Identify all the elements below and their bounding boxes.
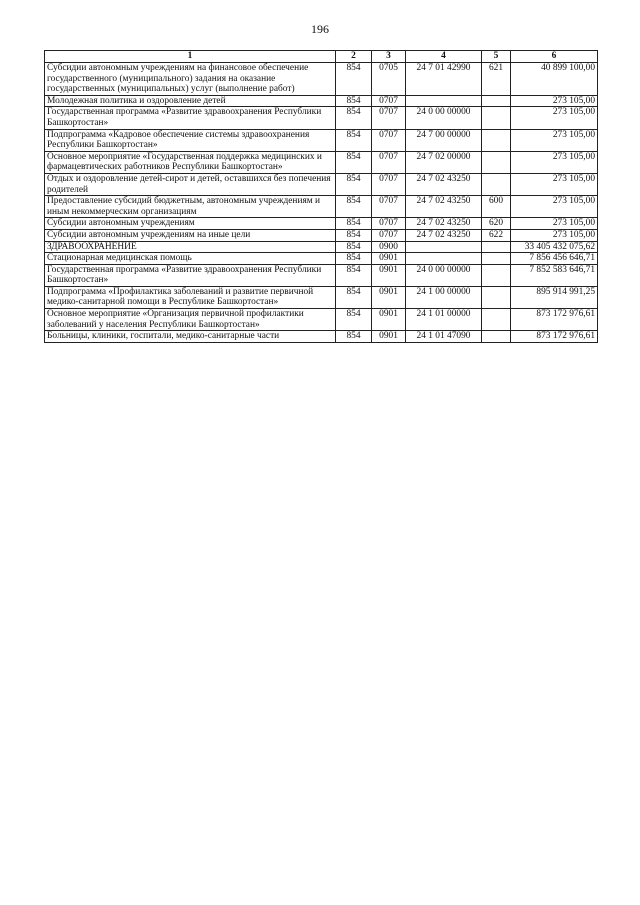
row-target-code: 24 7 02 43250	[406, 173, 482, 195]
row-expense-type: 620	[482, 218, 511, 230]
table-header	[45, 51, 598, 63]
row-ministry-code: 854	[336, 151, 372, 173]
row-ministry-code: 854	[336, 331, 372, 343]
row-ministry-code: 854	[336, 173, 372, 195]
row-target-code	[406, 95, 482, 107]
row-amount: 273 105,00	[511, 229, 598, 241]
table-row	[45, 229, 598, 241]
row-section-code: 0901	[372, 331, 406, 343]
row-section-code: 0707	[372, 151, 406, 173]
row-amount: 273 105,00	[511, 196, 598, 218]
row-name: Стационарная медицинская помощь	[45, 253, 336, 265]
row-amount: 7 852 583 646,71	[511, 264, 598, 286]
row-name: Основное мероприятие «Организация первичной профилактики заболеваний у населения Республики Башкортостан»	[45, 309, 336, 331]
header-col-4: 4	[406, 51, 482, 63]
table-row	[45, 218, 598, 230]
row-name: Подпрограмма «Кадровое обеспечение системы здравоохранения Республики Башкортостан»	[45, 129, 336, 151]
row-amount: 7 856 456 646,71	[511, 253, 598, 265]
row-target-code: 24 7 02 43250	[406, 229, 482, 241]
header-col-3: 3	[372, 51, 406, 63]
row-ministry-code: 854	[336, 264, 372, 286]
table-row	[45, 107, 598, 129]
row-name: ЗДРАВООХРАНЕНИЕ	[45, 241, 336, 253]
row-expense-type	[482, 331, 511, 343]
row-target-code: 24 7 02 43250	[406, 218, 482, 230]
row-name: Предоставление субсидий бюджетным, автономным учреждениям и иным некоммерческим организациям	[45, 196, 336, 218]
row-section-code: 0707	[372, 173, 406, 195]
row-name: Больницы, клиники, госпитали, медико-санитарные части	[45, 331, 336, 343]
row-ministry-code: 854	[336, 129, 372, 151]
row-target-code: 24 7 01 42990	[406, 63, 482, 96]
row-section-code: 0707	[372, 129, 406, 151]
row-target-code: 24 0 00 00000	[406, 107, 482, 129]
page-number: 196	[311, 22, 329, 36]
row-amount: 33 405 432 075,62	[511, 241, 598, 253]
row-amount: 273 105,00	[511, 173, 598, 195]
table-row	[45, 286, 598, 308]
row-expense-type	[482, 151, 511, 173]
row-section-code: 0901	[372, 309, 406, 331]
row-amount: 895 914 991,25	[511, 286, 598, 308]
row-ministry-code: 854	[336, 253, 372, 265]
row-amount: 273 105,00	[511, 107, 598, 129]
row-name: Государственная программа «Развитие здравоохранения Республики Башкортостан»	[45, 107, 336, 129]
row-ministry-code: 854	[336, 63, 372, 96]
row-section-code: 0707	[372, 218, 406, 230]
row-name: Подпрограмма «Профилактика заболеваний и развитие первичной медико-санитарной помощи в Республике Башкортостан»	[45, 286, 336, 308]
table-row	[45, 264, 598, 286]
row-expense-type	[482, 264, 511, 286]
row-section-code: 0705	[372, 63, 406, 96]
row-section-code: 0707	[372, 107, 406, 129]
row-target-code: 24 7 02 00000	[406, 151, 482, 173]
row-expense-type	[482, 286, 511, 308]
row-name: Отдых и оздоровление детей-сирот и детей, оставшихся без попечения родителей	[45, 173, 336, 195]
table-row	[45, 129, 598, 151]
row-name: Субсидии автономным учреждениям на финансовое обеспечение государственного (муниципального) задания на оказание государственных (муниципальных) услуг (выполнение работ)	[45, 63, 336, 96]
row-ministry-code: 854	[336, 107, 372, 129]
row-expense-type	[482, 95, 511, 107]
row-target-code	[406, 241, 482, 253]
table-row	[45, 95, 598, 107]
row-target-code: 24 0 00 00000	[406, 264, 482, 286]
row-expense-type: 622	[482, 229, 511, 241]
table-body	[45, 63, 598, 343]
row-amount: 40 899 100,00	[511, 63, 598, 96]
row-expense-type	[482, 107, 511, 129]
row-section-code: 0900	[372, 241, 406, 253]
row-name: Субсидии автономным учреждениям на иные цели	[45, 229, 336, 241]
row-section-code: 0901	[372, 286, 406, 308]
row-section-code: 0707	[372, 229, 406, 241]
row-ministry-code: 854	[336, 229, 372, 241]
header-row	[45, 51, 598, 63]
row-section-code: 0707	[372, 95, 406, 107]
row-amount: 273 105,00	[511, 151, 598, 173]
row-amount: 273 105,00	[511, 129, 598, 151]
header-col-2: 2	[336, 51, 372, 63]
row-target-code: 24 1 00 00000	[406, 286, 482, 308]
row-expense-type: 600	[482, 196, 511, 218]
row-ministry-code: 854	[336, 309, 372, 331]
row-expense-type	[482, 309, 511, 331]
row-name: Субсидии автономным учреждениям	[45, 218, 336, 230]
table-row	[45, 241, 598, 253]
table-row	[45, 253, 598, 265]
row-expense-type: 621	[482, 63, 511, 96]
row-target-code	[406, 253, 482, 265]
row-expense-type	[482, 241, 511, 253]
row-section-code: 0901	[372, 264, 406, 286]
row-amount: 873 172 976,61	[511, 331, 598, 343]
row-ministry-code: 854	[336, 196, 372, 218]
row-name: Молодежная политика и оздоровление детей	[45, 95, 336, 107]
row-target-code: 24 7 02 43250	[406, 196, 482, 218]
row-ministry-code: 854	[336, 95, 372, 107]
row-target-code: 24 1 01 47090	[406, 331, 482, 343]
header-col-5: 5	[482, 51, 511, 63]
row-ministry-code: 854	[336, 218, 372, 230]
header-col-1: 1	[45, 51, 336, 63]
table-row	[45, 173, 598, 195]
table-row	[45, 63, 598, 96]
row-ministry-code: 854	[336, 241, 372, 253]
row-expense-type	[482, 253, 511, 265]
table-row	[45, 151, 598, 173]
row-amount: 273 105,00	[511, 218, 598, 230]
row-section-code: 0901	[372, 253, 406, 265]
row-name: Основное мероприятие «Государственная поддержка медицинских и фармацевтических работников Республики Башкортостан»	[45, 151, 336, 173]
row-expense-type	[482, 173, 511, 195]
table-row	[45, 196, 598, 218]
row-amount: 873 172 976,61	[511, 309, 598, 331]
row-target-code: 24 7 00 00000	[406, 129, 482, 151]
row-name: Государственная программа «Развитие здравоохранения Республики Башкортостан»	[45, 264, 336, 286]
row-section-code: 0707	[372, 196, 406, 218]
row-target-code: 24 1 01 00000	[406, 309, 482, 331]
budget-table	[44, 50, 598, 343]
table-row	[45, 331, 598, 343]
row-amount: 273 105,00	[511, 95, 598, 107]
row-ministry-code: 854	[336, 286, 372, 308]
header-col-6: 6	[511, 51, 598, 63]
table-row	[45, 309, 598, 331]
row-expense-type	[482, 129, 511, 151]
